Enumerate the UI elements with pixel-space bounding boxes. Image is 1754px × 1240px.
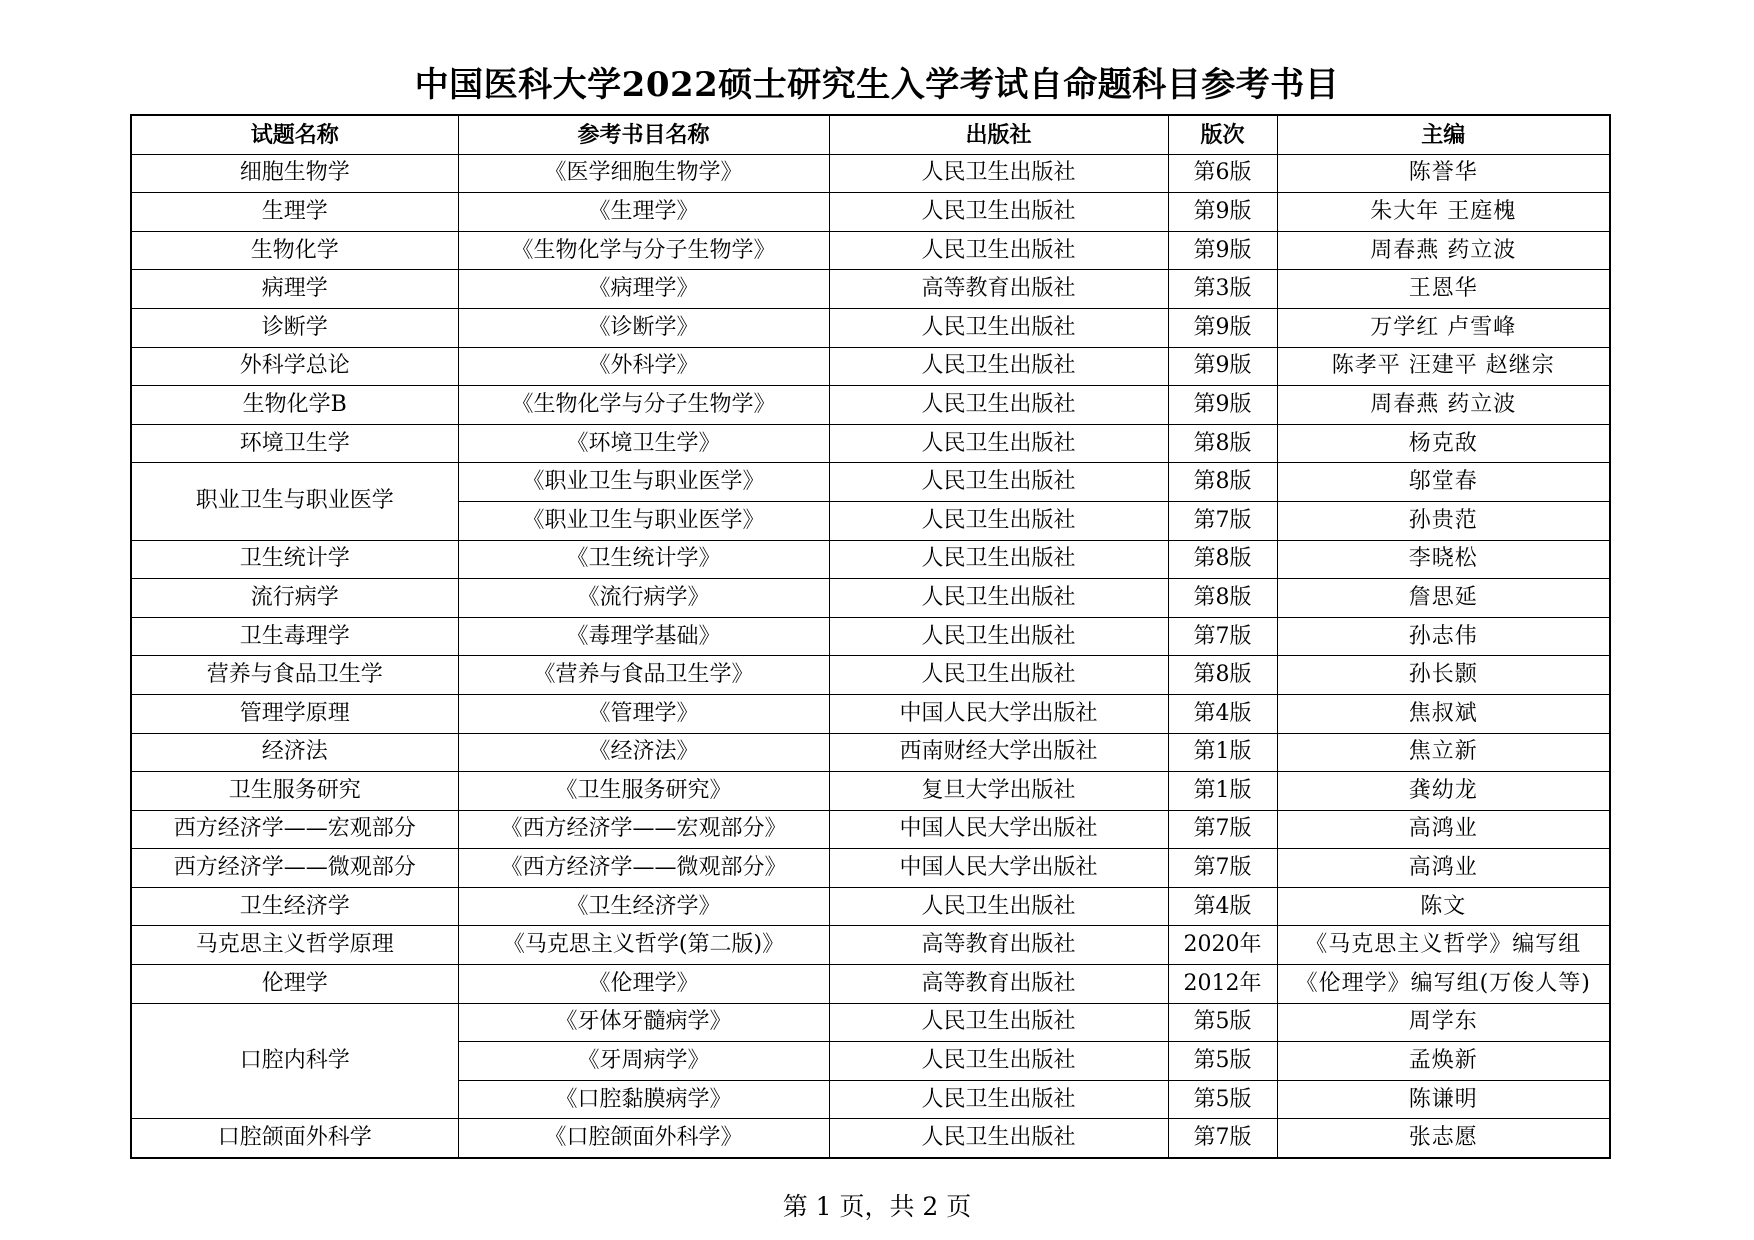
book-cell: 《生物化学与分子生物学》 <box>458 231 829 270</box>
table-row <box>131 772 1610 811</box>
editor-cell: 陈誉华 <box>1277 154 1610 193</box>
editor-cell: 周春燕 药立波 <box>1277 231 1610 270</box>
column-header-publisher: 出版社 <box>829 115 1168 154</box>
table-header-row <box>131 115 1610 154</box>
edition-cell: 第6版 <box>1168 154 1277 193</box>
publisher-cell: 人民卫生出版社 <box>829 231 1168 270</box>
table-row <box>131 617 1610 656</box>
table-row <box>131 154 1610 193</box>
edition-cell: 第8版 <box>1168 579 1277 618</box>
book-cell: 《生理学》 <box>458 193 829 232</box>
table-row <box>131 424 1610 463</box>
subject-cell: 流行病学 <box>131 579 458 618</box>
subject-cell: 伦理学 <box>131 965 458 1004</box>
subject-cell: 职业卫生与职业医学 <box>131 463 458 540</box>
book-cell: 《经济法》 <box>458 733 829 772</box>
book-cell: 《营养与食品卫生学》 <box>458 656 829 695</box>
publisher-cell: 中国人民大学出版社 <box>829 694 1168 733</box>
publisher-cell: 人民卫生出版社 <box>829 887 1168 926</box>
subject-cell: 病理学 <box>131 270 458 309</box>
editor-cell: 朱大年 王庭槐 <box>1277 193 1610 232</box>
table-row <box>131 579 1610 618</box>
publisher-cell: 人民卫生出版社 <box>829 1042 1168 1081</box>
publisher-cell: 高等教育出版社 <box>829 270 1168 309</box>
edition-cell: 第9版 <box>1168 308 1277 347</box>
table-row <box>131 733 1610 772</box>
book-cell: 《病理学》 <box>458 270 829 309</box>
subject-cell: 口腔内科学 <box>131 1003 458 1119</box>
book-cell: 《医学细胞生物学》 <box>458 154 829 193</box>
publisher-cell: 高等教育出版社 <box>829 965 1168 1004</box>
book-cell: 《毒理学基础》 <box>458 617 829 656</box>
subject-cell: 细胞生物学 <box>131 154 458 193</box>
column-header-subject: 试题名称 <box>131 115 458 154</box>
publisher-cell: 人民卫生出版社 <box>829 424 1168 463</box>
table-row <box>131 887 1610 926</box>
editor-cell: 陈孝平 汪建平 赵继宗 <box>1277 347 1610 386</box>
subject-cell: 西方经济学——宏观部分 <box>131 810 458 849</box>
table-row <box>131 193 1610 232</box>
table-row <box>131 926 1610 965</box>
edition-cell: 第4版 <box>1168 887 1277 926</box>
editor-cell: 高鸿业 <box>1277 849 1610 888</box>
book-cell: 《诊断学》 <box>458 308 829 347</box>
publisher-cell: 人民卫生出版社 <box>829 1003 1168 1042</box>
subject-cell: 口腔颌面外科学 <box>131 1119 458 1158</box>
subject-cell: 管理学原理 <box>131 694 458 733</box>
page-footer: 第 1 页，共 2 页 <box>782 1192 972 1221</box>
editor-cell: 高鸿业 <box>1277 810 1610 849</box>
subject-cell: 环境卫生学 <box>131 424 458 463</box>
editor-cell: 《马克思主义哲学》编写组 <box>1277 926 1610 965</box>
page-title: 中国医科大学2022硕士研究生入学考试自命题科目参考书目 <box>414 65 1340 105</box>
publisher-cell: 人民卫生出版社 <box>829 154 1168 193</box>
edition-cell: 第8版 <box>1168 656 1277 695</box>
edition-cell: 第9版 <box>1168 386 1277 425</box>
book-cell: 《西方经济学——宏观部分》 <box>458 810 829 849</box>
book-cell: 《生物化学与分子生物学》 <box>458 386 829 425</box>
publisher-cell: 中国人民大学出版社 <box>829 810 1168 849</box>
publisher-cell: 人民卫生出版社 <box>829 1080 1168 1119</box>
edition-cell: 第7版 <box>1168 849 1277 888</box>
editor-cell: 周学东 <box>1277 1003 1610 1042</box>
table-row <box>131 540 1610 579</box>
editor-cell: 詹思延 <box>1277 579 1610 618</box>
subject-cell: 卫生统计学 <box>131 540 458 579</box>
editor-cell: 焦叔斌 <box>1277 694 1610 733</box>
editor-cell: 焦立新 <box>1277 733 1610 772</box>
editor-cell: 孟焕新 <box>1277 1042 1610 1081</box>
editor-cell: 《伦理学》编写组(万俊人等) <box>1277 965 1610 1004</box>
table-row <box>131 463 1610 502</box>
editor-cell: 王恩华 <box>1277 270 1610 309</box>
editor-cell: 万学红 卢雪峰 <box>1277 308 1610 347</box>
edition-cell: 第8版 <box>1168 540 1277 579</box>
book-cell: 《卫生经济学》 <box>458 887 829 926</box>
edition-cell: 第7版 <box>1168 617 1277 656</box>
edition-cell: 第8版 <box>1168 463 1277 502</box>
editor-cell: 龚幼龙 <box>1277 772 1610 811</box>
publisher-cell: 人民卫生出版社 <box>829 308 1168 347</box>
publisher-cell: 人民卫生出版社 <box>829 463 1168 502</box>
book-cell: 《口腔黏膜病学》 <box>458 1080 829 1119</box>
edition-cell: 第7版 <box>1168 501 1277 540</box>
edition-cell: 第1版 <box>1168 733 1277 772</box>
subject-cell: 马克思主义哲学原理 <box>131 926 458 965</box>
edition-cell: 第9版 <box>1168 193 1277 232</box>
table-row <box>131 1119 1610 1158</box>
publisher-cell: 西南财经大学出版社 <box>829 733 1168 772</box>
subject-cell: 卫生服务研究 <box>131 772 458 811</box>
column-header-editor: 主编 <box>1277 115 1610 154</box>
book-cell: 《卫生统计学》 <box>458 540 829 579</box>
editor-cell: 陈文 <box>1277 887 1610 926</box>
book-cell: 《职业卫生与职业医学》 <box>458 463 829 502</box>
book-cell: 《管理学》 <box>458 694 829 733</box>
book-cell: 《环境卫生学》 <box>458 424 829 463</box>
table-row <box>131 1003 1610 1042</box>
edition-cell: 第5版 <box>1168 1003 1277 1042</box>
publisher-cell: 人民卫生出版社 <box>829 386 1168 425</box>
subject-cell: 西方经济学——微观部分 <box>131 849 458 888</box>
book-cell: 《牙周病学》 <box>458 1042 829 1081</box>
table-row <box>131 231 1610 270</box>
subject-cell: 生物化学 <box>131 231 458 270</box>
editor-cell: 孙贵范 <box>1277 501 1610 540</box>
publisher-cell: 人民卫生出版社 <box>829 1119 1168 1158</box>
publisher-cell: 人民卫生出版社 <box>829 579 1168 618</box>
book-cell: 《牙体牙髓病学》 <box>458 1003 829 1042</box>
table-row <box>131 270 1610 309</box>
table-row <box>131 849 1610 888</box>
book-cell: 《卫生服务研究》 <box>458 772 829 811</box>
subject-cell: 生理学 <box>131 193 458 232</box>
publisher-cell: 人民卫生出版社 <box>829 540 1168 579</box>
table-row <box>131 656 1610 695</box>
editor-cell: 邬堂春 <box>1277 463 1610 502</box>
publisher-cell: 人民卫生出版社 <box>829 347 1168 386</box>
publisher-cell: 复旦大学出版社 <box>829 772 1168 811</box>
publisher-cell: 高等教育出版社 <box>829 926 1168 965</box>
edition-cell: 第1版 <box>1168 772 1277 811</box>
edition-cell: 第7版 <box>1168 1119 1277 1158</box>
editor-cell: 李晓松 <box>1277 540 1610 579</box>
book-cell: 《流行病学》 <box>458 579 829 618</box>
publisher-cell: 人民卫生出版社 <box>829 656 1168 695</box>
edition-cell: 第8版 <box>1168 424 1277 463</box>
book-cell: 《外科学》 <box>458 347 829 386</box>
editor-cell: 杨克敌 <box>1277 424 1610 463</box>
subject-cell: 卫生毒理学 <box>131 617 458 656</box>
column-header-edition: 版次 <box>1168 115 1277 154</box>
edition-cell: 2020年 <box>1168 926 1277 965</box>
editor-cell: 陈谦明 <box>1277 1080 1610 1119</box>
edition-cell: 第5版 <box>1168 1042 1277 1081</box>
book-cell: 《伦理学》 <box>458 965 829 1004</box>
editor-cell: 孙志伟 <box>1277 617 1610 656</box>
table-row <box>131 965 1610 1004</box>
edition-cell: 第9版 <box>1168 347 1277 386</box>
table-row <box>131 386 1610 425</box>
edition-cell: 2012年 <box>1168 965 1277 1004</box>
table-row <box>131 308 1610 347</box>
book-cell: 《口腔颌面外科学》 <box>458 1119 829 1158</box>
edition-cell: 第7版 <box>1168 810 1277 849</box>
subject-cell: 外科学总论 <box>131 347 458 386</box>
subject-cell: 卫生经济学 <box>131 887 458 926</box>
book-cell: 《职业卫生与职业医学》 <box>458 501 829 540</box>
subject-cell: 生物化学B <box>131 386 458 425</box>
book-cell: 《马克思主义哲学(第二版)》 <box>458 926 829 965</box>
publisher-cell: 人民卫生出版社 <box>829 617 1168 656</box>
editor-cell: 张志愿 <box>1277 1119 1610 1158</box>
column-header-book: 参考书目名称 <box>458 115 829 154</box>
publisher-cell: 中国人民大学出版社 <box>829 849 1168 888</box>
book-cell: 《西方经济学——微观部分》 <box>458 849 829 888</box>
edition-cell: 第3版 <box>1168 270 1277 309</box>
subject-cell: 经济法 <box>131 733 458 772</box>
subject-cell: 诊断学 <box>131 308 458 347</box>
editor-cell: 孙长颢 <box>1277 656 1610 695</box>
table-row <box>131 347 1610 386</box>
table-row <box>131 694 1610 733</box>
publisher-cell: 人民卫生出版社 <box>829 193 1168 232</box>
subject-cell: 营养与食品卫生学 <box>131 656 458 695</box>
reference-book-table <box>130 114 1611 1159</box>
edition-cell: 第9版 <box>1168 231 1277 270</box>
edition-cell: 第5版 <box>1168 1080 1277 1119</box>
edition-cell: 第4版 <box>1168 694 1277 733</box>
publisher-cell: 人民卫生出版社 <box>829 501 1168 540</box>
table-row <box>131 810 1610 849</box>
editor-cell: 周春燕 药立波 <box>1277 386 1610 425</box>
